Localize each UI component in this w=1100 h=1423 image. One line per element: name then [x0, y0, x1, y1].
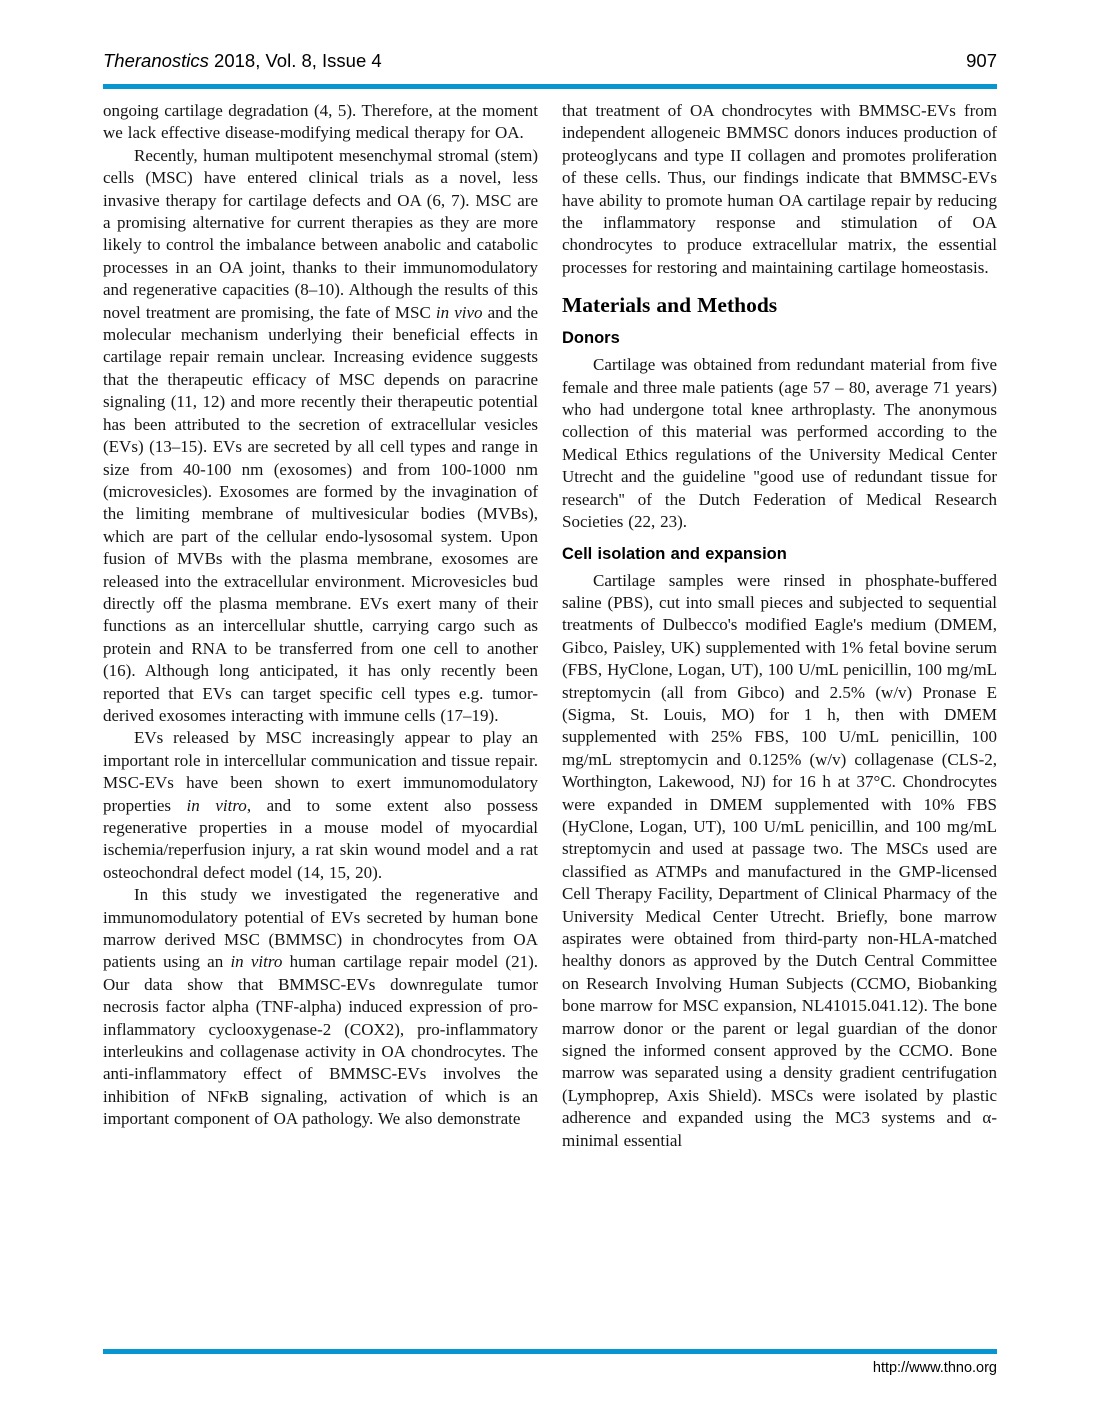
journal-url-link[interactable]: http://www.thno.org	[872, 1360, 997, 1376]
paragraph	[103, 884, 538, 1130]
text-segment: Cartilage samples were rinsed in phosphate-buffered saline (PBS), cut into small pieces and subjected to sequential treatments of Dulbecco's modified Eagle's medium (DMEM, Gibco, Paisley, UK) supplemented with 1% fetal bovine serum (FBS, HyClone, Logan, UT), 100 U/mL penicillin, 100 mg/mL streptomycin (all from Gibco) and 2.5% (w/v) Pronase E (Sigma, St. Louis, MO) for 1 h, then with DMEM supplemented with 25% FBS, 100 U/mL penicillin, 100 mg/mL streptomycin and 0.125% (w/v) collagenase (CLS-2, Worthington, Lakewood, NJ) for 16 h at 37°C. Chondrocytes were expanded in DMEM supplemented with 10% FBS (HyClone, Logan, UT), 100 U/mL penicillin, and 100 mg/mL streptomycin and used at passage two. The MSCs used are classified as ATMPs and manufactured in the GMP-licensed Cell Therapy Facility, Department of Clinical Pharmacy of the University Medical Center Utrecht. Briefly, bone marrow aspirates were obtained from third-party non-HLA-matched healthy donors as approved by the Dutch Central Committee on Research Involving Human Subjects (CCMO, Biobanking bone marrow for MSC expansion, NL41015.041.12). The bone marrow donor or the parent or legal guardian of the donor signed the informed consent approved by the CCMO. Bone marrow was separated using a density gradient centrifugation (Lymphoprep, Axis Shield). MSCs were isolated by plastic adherence and expanded using the MC3 systems and α-minimal essential	[562, 570, 997, 1150]
text-segment: Recently, human multipotent mesenchymal stromal (stem) cells (MSC) have entered clinical trials as a novel, less invasive therapy for cartilage defects and OA (6, 7). MSC are a promising alternative for current therapies as they are more likely to control the imbalance between anabolic and catabolic processes in an OA joint, thanks to their immunomodulatory and regenerative capacities (8–10). Although the results of this novel treatment are promising, the fate of MSC	[103, 145, 538, 322]
page-number: 907	[966, 50, 997, 71]
paragraph	[562, 354, 997, 533]
right-column	[562, 100, 997, 1152]
paragraph	[562, 570, 997, 1153]
italic-term: in vivo	[435, 302, 483, 322]
text-segment: EVs released by MSC increasingly appear to play an important role in intercellular communication and tissue repair. MSC-EVs have been shown to exert immunomodulatory properties	[103, 728, 538, 815]
journal-issue: 2018, Vol. 8, Issue 4	[208, 50, 382, 71]
left-column	[103, 100, 538, 1152]
header-rule	[103, 84, 997, 89]
footer-rule	[103, 1349, 997, 1354]
page-header	[103, 50, 997, 72]
text-segment: In this study we investigated the regenerative and immunomodulatory potential of EVs secreted by human bone marrow derived MSC (BMMSC) in chondrocytes from OA patients using an	[103, 885, 538, 972]
subsection-heading: Donors	[562, 329, 620, 348]
text-segment: and the molecular mechanism underlying their beneficial effects in cartilage repair remain unclear. Increasing evidence suggests that the therapeutic efficacy of MSC depends on paracrine signaling (11, 12) and more recently their therapeutic potential has been attributed to the secretion of extracellular vesicles (EVs) (13–15). EVs are secreted by all cell types and range in size from 40-100 nm (exosomes) and from 100-1000 nm (microvesicles). Exosomes are formed by the invagination of the limiting membrane of multivesicular bodies (MVBs), which are part of the cellular endo-lysosomal system. Upon fusion of MVBs with the plasma membrane, exosomes are released into the extracellular environment. Microvesicles bud directly off the plasma membrane. EVs exert many of their functions as an intercellular shuttle, carrying cargo such as protein and RNA to be transferred from one cell to another (16). Although long anticipated, it has only recently been reported that EVs can target specific cell types e.g. tumor-derived exosomes interacting with immune cells (17–19).	[103, 302, 538, 725]
paragraph	[103, 727, 538, 884]
journal-name: Theranostics	[103, 50, 209, 71]
paragraph	[103, 100, 538, 145]
text-segment: , and to some extent also possess regenerative properties in a mouse model of myocardial ischemia/reperfusion injury, a rat skin wound model and a rat osteochondral defect model (14, 15, 20).	[103, 795, 538, 882]
text-segment: human cartilage repair model (21). Our data show that BMMSC-EVs downregulate tumor necrosis factor alpha (TNF-alpha) induced expression of pro-inflammatory cyclooxygenase-2 (COX2), pro-inflammatory interleukins and collagenase activity in OA chondrocytes. The anti-inflammatory effect of BMMSC-EVs involves the inhibition of NFκB signaling, activation of which is an important component of OA pathology. We also demonstrate	[103, 952, 538, 1129]
paragraph	[103, 145, 538, 728]
journal-reference	[103, 50, 382, 72]
text-segment: that treatment of OA chondrocytes with BMMSC-EVs from independent allogeneic BMMSC donors induces production of proteoglycans and type II collagen and promotes proliferation of these cells. Thus, our findings indicate that BMMSC-EVs have ability to promote human OA cartilage repair by reducing the inflammatory response and stimulation of OA chondrocytes to produce extracellular matrix, the essential processes for restoring and maintaining cartilage homeostasis.	[562, 101, 997, 277]
paragraph	[562, 100, 997, 279]
italic-term: in vitro	[186, 795, 247, 815]
text-segment: ongoing cartilage degradation (4, 5). Therefore, at the moment we lack effective disease-modifying medical therapy for OA.	[103, 101, 538, 143]
text-segment: Cartilage was obtained from redundant material from five female and three male patients (age 57 – 80, average 71 years) who had undergone total knee arthroplasty. The anonymous collection of this material was performed according to the Medical Ethics regulations of the University Medical Center Utrecht and the guideline ''good use of redundant tissue for research'' of the Dutch Federation of Medical Research Societies (22, 23).	[562, 355, 997, 532]
subsection-heading: Cell isolation and expansion	[562, 544, 787, 563]
section-heading: Materials and Methods	[562, 293, 778, 318]
article-body	[103, 100, 997, 1152]
italic-term: in vitro	[230, 952, 283, 972]
